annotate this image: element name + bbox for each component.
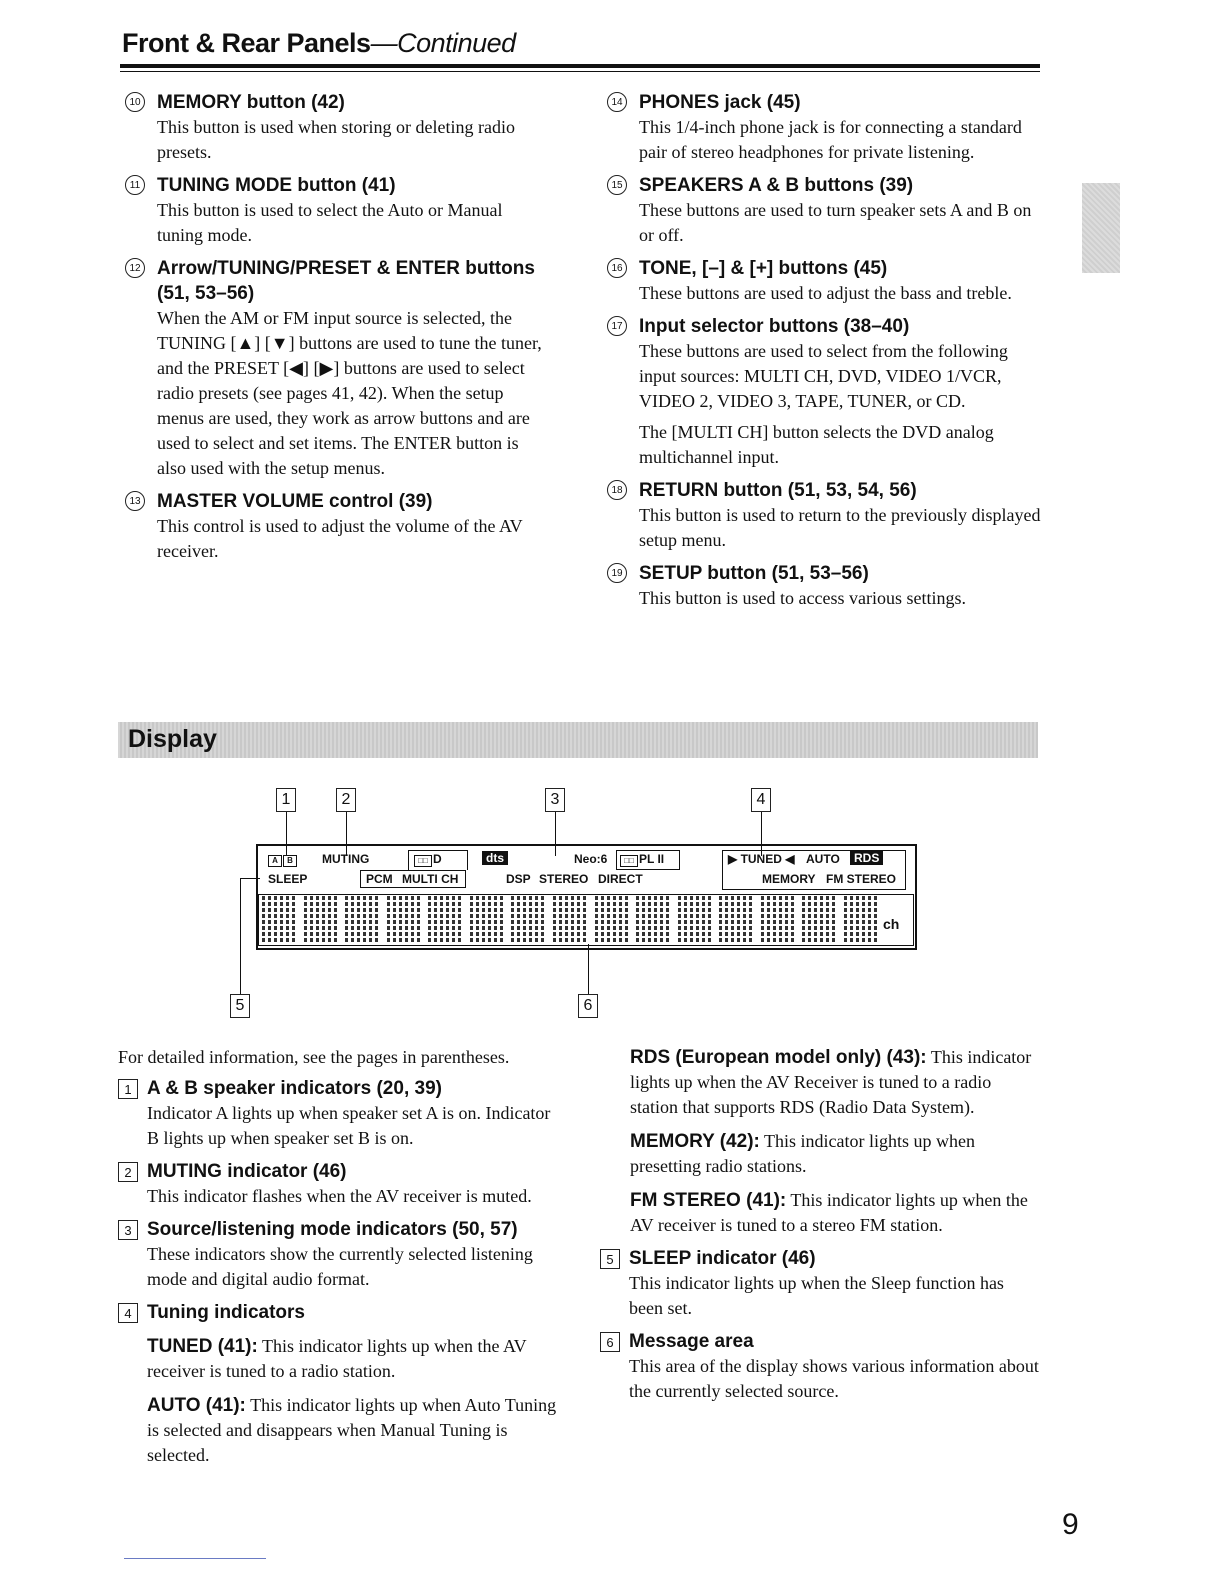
segment-char	[678, 896, 711, 942]
header-rule	[120, 64, 1040, 68]
square-number: 3	[118, 1220, 138, 1240]
callout-1: 1	[276, 788, 296, 812]
display-item-4	[118, 1300, 558, 1468]
circle-number: 11	[125, 175, 145, 195]
callout-6: 6	[578, 994, 598, 1018]
item-title: Message area	[629, 1331, 754, 1352]
auto-description	[147, 1393, 558, 1468]
multi-ch-indicator: MULTI CH	[402, 872, 459, 886]
item-body: When the AM or FM input source is selected, the TUNING [▲] [▼] buttons are used to tune the tuner, and the PRESET [◀] [▶] buttons are used to select radio presets (see pages 41, 42). When the setup menus are used, they work as arrow buttons and are used to select and set items. The ENTER button is also used with the setup menus.	[157, 308, 542, 478]
segment-char	[511, 896, 544, 942]
dts-indicator	[482, 851, 508, 865]
display-items-right	[600, 1045, 1040, 1412]
item-body: These buttons are used to select from the following input sources: MULTI CH, DVD, VIDEO 1/VCR, VIDEO 2, VIDEO 3, TAPE, TUNER, or CD.	[639, 341, 1008, 411]
square-number: 4	[118, 1303, 138, 1323]
rds-description	[630, 1045, 1040, 1120]
page-number: 9	[1062, 1508, 1079, 1541]
item-body: This button is used to select the Auto or Manual tuning mode.	[157, 200, 503, 245]
tuned-text: This indicator lights up when the AV receiver is tuned to a radio station.	[147, 1336, 527, 1381]
pl2-label: PL II	[639, 852, 665, 866]
fm-stereo-description	[630, 1188, 1040, 1238]
display-item-3	[118, 1217, 558, 1292]
segment-char	[470, 896, 503, 942]
memory-label: MEMORY (42):	[630, 1131, 760, 1152]
item-title: Arrow/TUNING/PRESET & ENTER buttons (51, 53–56)	[157, 258, 535, 304]
item-body: These buttons are used to turn speaker sets A and B on or off.	[639, 200, 1032, 245]
item-body: These buttons are used to adjust the bass and treble.	[639, 283, 1012, 303]
fm-stereo-label: FM STEREO (41):	[630, 1190, 787, 1211]
intro-text: For detailed information, see the pages in parentheses.	[118, 1047, 510, 1067]
item-16	[604, 256, 1044, 306]
footer-rule	[124, 1558, 266, 1559]
leader-line-5	[240, 878, 241, 994]
header-rule-thin	[120, 71, 1040, 72]
item-title: TONE, [–] & [+] buttons (45)	[639, 258, 888, 279]
speaker-a-indicator: A	[268, 855, 282, 867]
item-title: MASTER VOLUME control (39)	[157, 491, 433, 512]
item-body: This area of the display shows various information about the currently selected source.	[629, 1356, 1039, 1401]
square-number: 6	[600, 1332, 620, 1352]
display-item-1	[118, 1076, 558, 1151]
item-body: Indicator A lights up when speaker set A is on. Indicator B lights up when speaker set B is on.	[147, 1103, 551, 1148]
callout-3: 3	[545, 788, 565, 812]
segment-char	[802, 896, 835, 942]
item-body: This control is used to adjust the volume of the AV receiver.	[157, 516, 523, 561]
item-11	[122, 173, 552, 248]
square-number: 1	[118, 1079, 138, 1099]
item-10	[122, 90, 552, 165]
item-title: RETURN button (51, 53, 54, 56)	[639, 480, 917, 501]
square-number: 2	[118, 1162, 138, 1182]
item-17	[604, 314, 1044, 470]
circle-number: 13	[125, 491, 145, 511]
neo6-indicator: Neo:6	[574, 852, 608, 866]
circle-number: 15	[607, 175, 627, 195]
segment-char	[761, 896, 794, 942]
dolby-d-label: D	[433, 852, 442, 866]
side-tab	[1082, 183, 1120, 273]
display-section-title: Display	[128, 725, 217, 753]
segment-char	[595, 896, 628, 942]
item-title: MEMORY button (42)	[157, 92, 345, 113]
fm-stereo-text: This indicator lights up when the AV receiver is tuned to a stereo FM station.	[630, 1190, 1028, 1235]
display-items-left	[118, 1045, 558, 1476]
tuned-indicator: ▶ TUNED ◀	[728, 852, 795, 866]
segment-char	[304, 896, 337, 942]
auto-text: This indicator lights up when Auto Tuning is selected and disappears when Manual Tuning is selected.	[147, 1395, 557, 1465]
display-item-5	[600, 1246, 1040, 1321]
message-area-segments	[262, 896, 877, 944]
leader-line-6	[588, 944, 589, 994]
dolby-digital-indicator	[414, 852, 442, 867]
segment-char	[262, 896, 295, 942]
front-items-right	[604, 90, 1044, 619]
segment-char	[844, 896, 877, 942]
item-title: Tuning indicators	[147, 1302, 305, 1323]
memory-indicator: MEMORY	[762, 872, 816, 886]
item-body: These indicators show the currently selected listening mode and digital audio format.	[147, 1244, 533, 1289]
rds-label: RDS	[850, 851, 883, 865]
item-14	[604, 90, 1044, 165]
item-13	[122, 489, 552, 564]
fm-stereo-indicator: FM STEREO	[826, 872, 897, 886]
item-title: Source/listening mode indicators (50, 57)	[147, 1219, 518, 1240]
tuned-description	[147, 1334, 558, 1384]
square-number: 5	[600, 1249, 620, 1269]
dolby-logo-icon: □□	[414, 855, 432, 867]
callout-4: 4	[751, 788, 771, 812]
rds-label: RDS (European model only) (43):	[630, 1047, 927, 1068]
circle-number: 18	[607, 480, 627, 500]
circle-number: 17	[607, 316, 627, 336]
circle-number: 19	[607, 563, 627, 583]
item-title: A & B speaker indicators (20, 39)	[147, 1078, 442, 1099]
item-title: Input selector buttons (38–40)	[639, 316, 910, 337]
item-body: This indicator flashes when the AV receiver is muted.	[147, 1186, 532, 1206]
item-19	[604, 561, 1044, 611]
circle-number: 10	[125, 92, 145, 112]
item-12	[122, 256, 552, 481]
callout-5: 5	[230, 994, 250, 1018]
item-body-2: The [MULTI CH] button selects the DVD analog multichannel input.	[639, 422, 994, 467]
item-title: SETUP button (51, 53–56)	[639, 563, 869, 584]
dolby-pl-logo-icon: □□	[620, 855, 638, 867]
circle-number: 16	[607, 258, 627, 278]
front-items-left	[122, 90, 552, 572]
stereo-indicator: STEREO	[539, 872, 589, 886]
item-title: SPEAKERS A & B buttons (39)	[639, 175, 914, 196]
sleep-indicator: SLEEP	[268, 872, 308, 886]
segment-char	[428, 896, 461, 942]
item-body: This indicator lights up when the Sleep function has been set.	[629, 1273, 1004, 1318]
item-body: This button is used to access various settings.	[639, 588, 966, 608]
dts-label: dts	[482, 851, 508, 865]
segment-char	[636, 896, 669, 942]
item-title: PHONES jack (45)	[639, 92, 801, 113]
ch-indicator: ch	[883, 916, 900, 932]
title-continued: —Continued	[370, 28, 516, 58]
segment-char	[387, 896, 420, 942]
rds-indicator	[850, 851, 883, 865]
memory-text: This indicator lights up when presetting radio stations.	[630, 1131, 976, 1176]
display-item-2	[118, 1159, 558, 1209]
item-15	[604, 173, 1044, 248]
auto-indicator: AUTO	[806, 852, 840, 866]
callout-2: 2	[336, 788, 356, 812]
segment-char	[719, 896, 752, 942]
page-title	[122, 28, 516, 59]
tuned-label: TUNED (41):	[147, 1336, 258, 1357]
circle-number: 14	[607, 92, 627, 112]
pl2-box	[616, 850, 680, 870]
speaker-indicators	[268, 852, 298, 867]
item-title: MUTING indicator (46)	[147, 1161, 347, 1182]
display-section-band	[118, 722, 1038, 758]
item-body: This button is used to return to the previously displayed setup menu.	[639, 505, 1041, 550]
segment-char	[553, 896, 586, 942]
segment-char	[345, 896, 378, 942]
muting-indicator: MUTING	[322, 852, 370, 866]
item-body: This 1/4-inch phone jack is for connecting a standard pair of stereo headphones for private listening.	[639, 117, 1022, 162]
direct-indicator: DIRECT	[598, 872, 643, 886]
circle-number: 12	[125, 258, 145, 278]
item-title: SLEEP indicator (46)	[629, 1248, 816, 1269]
item-18	[604, 478, 1044, 553]
auto-label: AUTO (41):	[147, 1395, 246, 1416]
title-main: Front & Rear Panels	[122, 28, 371, 58]
dsp-indicator: DSP	[506, 872, 531, 886]
pcm-indicator: PCM	[366, 872, 393, 886]
memory-description	[630, 1129, 1040, 1179]
rds-text: This indicator lights up when the AV Receiver is tuned to a radio station that supports RDS (Radio Data System).	[630, 1047, 1032, 1117]
display-item-6	[600, 1329, 1040, 1404]
item-title: TUNING MODE button (41)	[157, 175, 396, 196]
speaker-b-indicator: B	[283, 855, 297, 867]
item-body: This button is used when storing or deleting radio presets.	[157, 117, 515, 162]
